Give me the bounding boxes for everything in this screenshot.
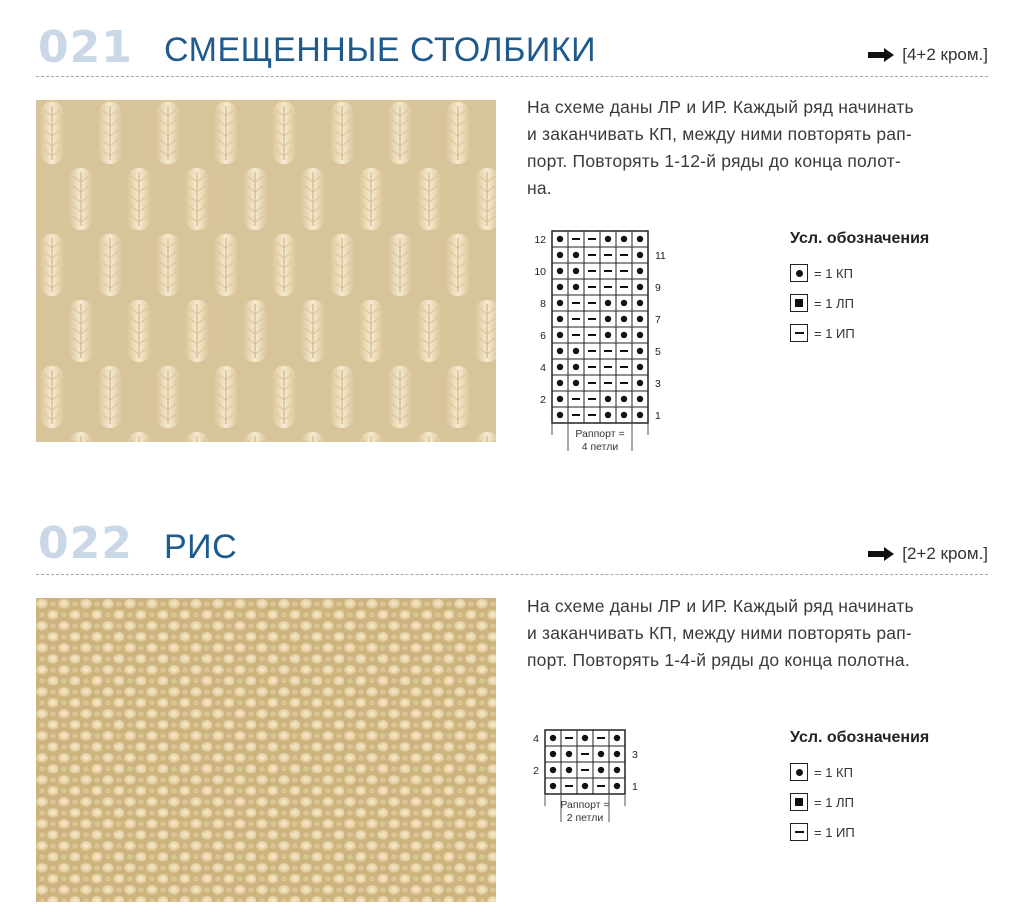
knit-stitch-icon — [557, 364, 563, 370]
knit-stitch-icon — [573, 252, 579, 258]
purl-stitch-icon — [620, 286, 628, 288]
purl-stitch-icon — [604, 286, 612, 288]
knit-stitch-icon — [573, 380, 579, 386]
knitting-chart — [520, 225, 710, 465]
knit-stitch-icon — [637, 300, 643, 306]
knit-stitch-icon — [637, 348, 643, 354]
knit-stitch-icon — [637, 332, 643, 338]
purl-stitch-icon — [572, 414, 580, 416]
arrow-right-icon — [868, 547, 894, 561]
purl-stitch-icon — [588, 254, 596, 256]
purl-stitch-icon — [604, 254, 612, 256]
purl-stitch-icon — [604, 270, 612, 272]
purl-stitch-icon — [597, 737, 605, 739]
knit-stitch-icon — [550, 751, 556, 757]
description-line: На схеме даны ЛР и ИР. Каждый ряд начинать — [527, 97, 914, 117]
knit-stitch-icon — [637, 252, 643, 258]
purl-stitch-icon — [565, 785, 573, 787]
knit-stitch-icon — [598, 767, 604, 773]
knit-stitch-icon — [557, 268, 563, 274]
description-line: порт. Повторять 1-4-й ряды до конца полотна. — [527, 650, 910, 670]
description-line: На схеме даны ЛР и ИР. Каждый ряд начинать — [527, 596, 914, 616]
legend-label: = 1 ЛП — [814, 794, 854, 810]
purl-stitch-icon — [572, 238, 580, 240]
knit-stitch-icon — [557, 332, 563, 338]
chart-grid — [552, 231, 648, 423]
knit-stitch-icon — [621, 396, 627, 402]
knit-stitch-icon — [637, 364, 643, 370]
knit-stitch-icon — [614, 751, 620, 757]
knit-stitch-icon — [550, 783, 556, 789]
knit-stitch-icon — [621, 316, 627, 322]
edge-stitches-label: [4+2 кром.] — [902, 45, 988, 64]
knit-stitch-icon — [557, 348, 563, 354]
pattern-number: 021 — [38, 22, 133, 73]
knit-stitch-icon — [557, 236, 563, 242]
legend-item-front — [790, 791, 929, 813]
legend-item-front — [790, 292, 929, 314]
knit-stitch-icon — [557, 300, 563, 306]
row-number-right: 3 — [632, 749, 638, 761]
knit-stitch-icon — [637, 396, 643, 402]
legend — [790, 729, 929, 851]
section-divider — [36, 574, 988, 575]
purl-stitch-icon — [620, 382, 628, 384]
row-number-left: 12 — [534, 234, 546, 246]
knit-stitch-icon — [605, 396, 611, 402]
edge-stitches-badge — [868, 545, 988, 562]
purl-stitch-icon — [588, 382, 596, 384]
purl-stitch-icon — [588, 238, 596, 240]
knit-stitch-icon — [614, 767, 620, 773]
description-line: и заканчивать КП, между ними повторять рап- — [527, 623, 912, 643]
purl-stitch-icon — [620, 366, 628, 368]
knit-stitch-icon — [582, 735, 588, 741]
purl-stitch-icon — [581, 753, 589, 755]
knit-stitch-icon — [605, 332, 611, 338]
legend-label: = 1 КП — [814, 764, 853, 780]
legend-item-purl — [790, 322, 929, 344]
legend — [790, 230, 929, 352]
purl-stitch-icon — [581, 769, 589, 771]
arrow-right-icon — [868, 48, 894, 62]
row-number-right: 1 — [632, 781, 638, 793]
purl-stitch-icon — [572, 302, 580, 304]
row-number-right: 5 — [655, 346, 661, 358]
purl-stitch-icon — [604, 382, 612, 384]
knit-stitch-icon — [550, 735, 556, 741]
edge-stitches-badge — [868, 46, 988, 63]
legend-label: = 1 ИП — [814, 325, 855, 341]
knit-stitch-icon — [557, 316, 563, 322]
knit-stitch-icon — [637, 412, 643, 418]
knit-stitch-icon — [637, 284, 643, 290]
purl-stitch-icon — [572, 334, 580, 336]
knit-stitch-icon — [550, 767, 556, 773]
pattern-section-022 — [0, 500, 1024, 917]
pattern-description — [527, 593, 987, 674]
knit-stitch-icon — [621, 412, 627, 418]
repeat-label: Раппорт = — [560, 799, 610, 811]
knit-stitch-icon — [557, 380, 563, 386]
knit-stitch-icon — [790, 763, 808, 781]
row-number-right: 9 — [655, 282, 661, 294]
knit-stitch-icon — [614, 783, 620, 789]
row-number-left: 2 — [533, 765, 539, 777]
knitting-chart — [520, 725, 680, 845]
row-number-left: 4 — [533, 733, 539, 745]
legend-label: = 1 ИП — [814, 824, 855, 840]
repeat-label: Раппорт = — [575, 428, 625, 440]
row-number-left: 4 — [540, 362, 546, 374]
legend-title: Усл. обозначения — [790, 729, 930, 746]
knit-stitch-icon — [598, 751, 604, 757]
knit-stitch-icon — [605, 300, 611, 306]
knit-stitch-icon — [621, 300, 627, 306]
purl-stitch-icon — [588, 414, 596, 416]
row-number-right: 7 — [655, 314, 661, 326]
purl-stitch-icon — [620, 350, 628, 352]
knit-stitch-icon — [614, 735, 620, 741]
legend-item-purl — [790, 821, 929, 843]
legend-label: = 1 КП — [814, 265, 853, 281]
pattern-title: РИС — [164, 528, 238, 566]
front-stitch-icon — [790, 294, 808, 312]
row-number-left: 10 — [534, 266, 546, 278]
chart-grid — [545, 730, 625, 794]
knit-stitch-icon — [605, 316, 611, 322]
knit-stitch-icon — [790, 264, 808, 282]
purl-stitch-icon — [620, 254, 628, 256]
row-number-left: 2 — [540, 394, 546, 406]
purl-stitch-icon — [565, 737, 573, 739]
row-number-right: 11 — [655, 250, 666, 262]
knit-stitch-icon — [573, 364, 579, 370]
description-line: и заканчивать КП, между ними повторять рап- — [527, 124, 912, 144]
knit-stitch-icon — [637, 236, 643, 242]
knit-stitch-icon — [573, 268, 579, 274]
row-number-left: 6 — [540, 330, 546, 342]
purl-stitch-icon — [588, 350, 596, 352]
legend-label: = 1 ЛП — [814, 295, 854, 311]
purl-stitch-icon — [790, 324, 808, 342]
knit-stitch-icon — [637, 380, 643, 386]
knit-stitch-icon — [605, 412, 611, 418]
purl-stitch-icon — [572, 398, 580, 400]
pattern-number: 022 — [38, 518, 133, 569]
knit-stitch-icon — [637, 316, 643, 322]
purl-stitch-icon — [588, 286, 596, 288]
purl-stitch-icon — [588, 270, 596, 272]
legend-title: Усл. обозначения — [790, 230, 930, 247]
purl-stitch-icon — [572, 318, 580, 320]
row-number-right: 1 — [655, 410, 661, 422]
purl-stitch-icon — [588, 302, 596, 304]
knit-stitch-icon — [566, 751, 572, 757]
knit-stitch-icon — [605, 236, 611, 242]
row-number-right: 3 — [655, 378, 661, 390]
purl-stitch-icon — [588, 318, 596, 320]
purl-stitch-icon — [588, 334, 596, 336]
knit-stitch-icon — [637, 268, 643, 274]
purl-stitch-icon — [588, 398, 596, 400]
knit-stitch-icon — [621, 332, 627, 338]
knit-stitch-icon — [566, 767, 572, 773]
knit-stitch-icon — [582, 783, 588, 789]
knit-stitch-icon — [557, 396, 563, 402]
purl-stitch-icon — [588, 366, 596, 368]
purl-stitch-icon — [790, 823, 808, 841]
repeat-label: 2 петли — [566, 812, 604, 824]
section-divider — [36, 76, 988, 77]
knit-stitch-icon — [557, 284, 563, 290]
description-line: порт. Повторять 1-12-й ряды до конца полот- — [527, 151, 901, 171]
purl-stitch-icon — [604, 350, 612, 352]
repeat-label: 4 петли — [581, 441, 619, 453]
knit-swatch-photo — [36, 100, 496, 442]
row-number-left: 8 — [540, 298, 546, 310]
knit-stitch-icon — [573, 284, 579, 290]
purl-stitch-icon — [620, 270, 628, 272]
knit-stitch-icon — [557, 252, 563, 258]
knit-stitch-icon — [621, 236, 627, 242]
edge-stitches-label: [2+2 кром.] — [902, 544, 988, 563]
front-stitch-icon — [790, 793, 808, 811]
legend-item-knit — [790, 262, 929, 284]
legend-item-knit — [790, 761, 929, 783]
description-line: на. — [527, 178, 552, 198]
purl-stitch-icon — [604, 366, 612, 368]
knit-stitch-icon — [573, 348, 579, 354]
purl-stitch-icon — [597, 785, 605, 787]
knit-swatch-photo — [36, 598, 496, 902]
pattern-title: СМЕЩЕННЫЕ СТОЛБИКИ — [164, 31, 597, 69]
knit-stitch-icon — [557, 412, 563, 418]
pattern-description — [527, 94, 987, 202]
